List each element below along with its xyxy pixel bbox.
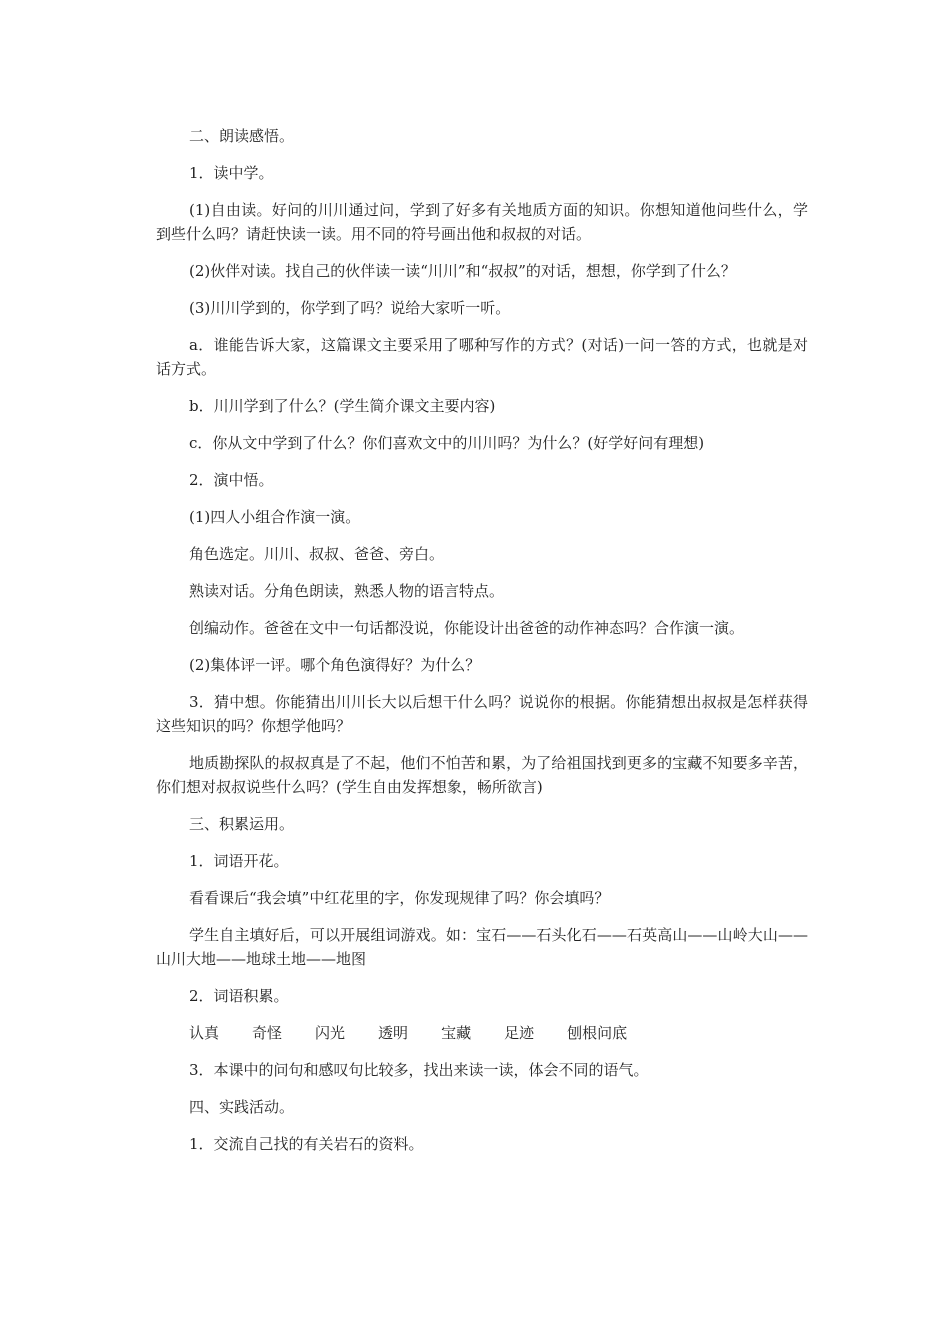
- subsection-heading: 1．读中学。: [189, 164, 274, 182]
- section-heading: 四、实践活动。: [189, 1098, 295, 1116]
- word-item: 足迹: [504, 1024, 535, 1042]
- word-item: 认真: [189, 1024, 220, 1042]
- paragraph: 创编动作。爸爸在文中一句话都没说，你能设计出爸爸的动作神态吗？合作演一演。: [189, 619, 745, 637]
- word-item: 刨根问底: [567, 1024, 628, 1042]
- paragraph: 看看课后“我会填”中红花里的字，你发现规律了吗？你会填吗？: [189, 889, 610, 907]
- word-item: 透明: [378, 1024, 409, 1042]
- paragraph: (2)伙伴对读。找自己的伙伴读一读“川川”和“叔叔”的对话，想想，你学到了什么？: [189, 262, 736, 280]
- subsection-heading: 2．词语积累。: [189, 987, 289, 1005]
- word-item: 奇怪: [252, 1024, 283, 1042]
- subsection-heading: 1．词语开花。: [189, 852, 289, 870]
- paragraph: (3)川川学到的，你学到了吗？说给大家听一听。: [189, 299, 511, 317]
- paragraph: 3．本课中的问句和感叹句比较多，找出来读一读，体会不同的语气。: [189, 1061, 649, 1079]
- paragraph: (2)集体评一评。哪个角色演得好？为什么？: [189, 656, 481, 674]
- paragraph: b．川川学到了什么？(学生简介课文主要内容): [189, 397, 496, 415]
- paragraph: 学生自主填好后，可以开展组词游戏。如：宝石——石头化石——石英高山——山岭大山——山川大地——地球土地——地图: [156, 926, 808, 968]
- document-body: [156, 124, 808, 1169]
- paragraph: 1．交流自己找的有关岩石的资料。: [189, 1135, 424, 1153]
- subsection-heading: 2．演中悟。: [189, 471, 274, 489]
- paragraph: 角色选定。川川、叔叔、爸爸、旁白。: [189, 545, 445, 563]
- word-item: 宝藏: [441, 1024, 472, 1042]
- paragraph: (1)四人小组合作演一演。: [189, 508, 361, 526]
- paragraph: 熟读对话。分角色朗读，熟悉人物的语言特点。: [189, 582, 505, 600]
- paragraph: 3．猜中想。你能猜出川川长大以后想干什么吗？说说你的根据。你能猜想出叔叔是怎样获得这些知识的吗？你想学他吗？: [156, 693, 808, 735]
- paragraph: c．你从文中学到了什么？你们喜欢文中的川川吗？为什么？(好学好问有理想): [189, 434, 705, 452]
- section-heading: 二、朗读感悟。: [189, 127, 295, 145]
- word-list: [156, 1021, 808, 1045]
- word-item: 闪光: [315, 1024, 346, 1042]
- section-heading: 三、积累运用。: [189, 815, 295, 833]
- paragraph: 地质勘探队的叔叔真是了不起，他们不怕苦和累，为了给祖国找到更多的宝藏不知要多辛苦，你们想对叔叔说些什么吗？(学生自由发挥想象，畅所欲言): [156, 754, 808, 796]
- paragraph: (1)自由读。好问的川川通过问，学到了好多有关地质方面的知识。你想知道他问些什么，学到些什么吗？请赶快读一读。用不同的符号画出他和叔叔的对话。: [156, 201, 808, 243]
- paragraph: a．谁能告诉大家，这篇课文主要采用了哪种写作的方式？(对话)一问一答的方式，也就是对话方式。: [156, 336, 808, 378]
